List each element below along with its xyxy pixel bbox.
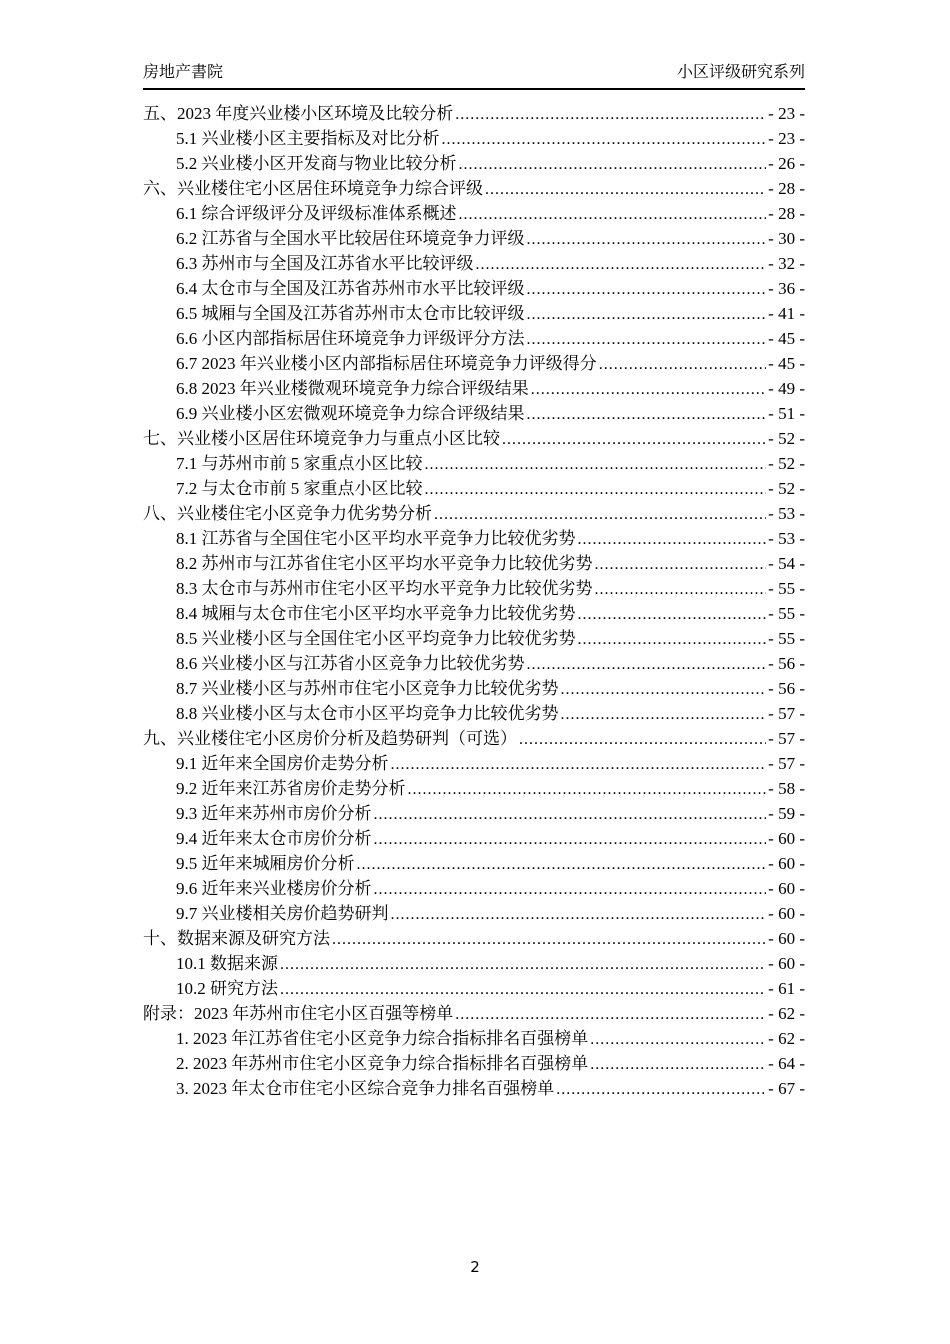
toc-entry-page-number: - 62 -: [768, 1029, 805, 1048]
toc-entry[interactable]: [143, 501, 805, 526]
toc-entry-page-number: - 55 -: [768, 629, 805, 648]
page-number-footer: [0, 1258, 950, 1276]
dot-leader: [561, 676, 767, 702]
toc-entry-label: 10.1 数据来源: [176, 954, 278, 973]
toc-entry-page-number: - 26 -: [768, 154, 805, 173]
dot-leader: [595, 551, 767, 577]
toc-entry[interactable]: [143, 976, 805, 1001]
dot-leader: [391, 751, 767, 777]
toc-entry[interactable]: [143, 826, 805, 851]
dot-leader: [556, 1076, 766, 1102]
toc-entry-page-number: - 51 -: [768, 404, 805, 423]
dot-leader: [455, 101, 766, 127]
toc-entry-label: 8.4 城厢与太仓市住宅小区平均水平竞争力比较优劣势: [176, 604, 576, 623]
dot-leader: [527, 651, 767, 677]
toc-entry-page-number: - 60 -: [768, 854, 805, 873]
toc-entry[interactable]: [143, 151, 805, 176]
toc-entry-label: 九、兴业楼住宅小区房价分析及趋势研判（可选）: [143, 729, 517, 748]
toc-entry-label: 6.9 兴业楼小区宏微观环境竞争力综合评级结果: [176, 404, 525, 423]
toc-entry-page-number: - 67 -: [768, 1079, 805, 1098]
toc-entry[interactable]: [143, 401, 805, 426]
toc-entry-page-number: - 52 -: [768, 429, 805, 448]
toc-entry[interactable]: [143, 101, 805, 126]
toc-entry[interactable]: [143, 1076, 805, 1101]
toc-entry[interactable]: [143, 876, 805, 901]
toc-entry[interactable]: [143, 576, 805, 601]
dot-leader: [357, 851, 767, 877]
toc-entry[interactable]: [143, 201, 805, 226]
toc-entry-label: 8.3 太仓市与苏州市住宅小区平均水平竞争力比较优劣势: [176, 579, 593, 598]
dot-leader: [280, 951, 766, 977]
toc-entry-label: 十、数据来源及研究方法: [143, 929, 330, 948]
toc-entry-label: 9.5 近年来城厢房价分析: [176, 854, 355, 873]
toc-entry-label: 9.6 近年来兴业楼房价分析: [176, 879, 372, 898]
toc-entry-page-number: - 60 -: [768, 954, 805, 973]
dot-leader: [527, 401, 767, 427]
dot-leader: [425, 451, 767, 477]
toc-entry-label: 5.1 兴业楼小区主要指标及对比分析: [176, 129, 440, 148]
dot-leader: [374, 826, 767, 852]
toc-entry-label: 附录：2023 年苏州市住宅小区百强等榜单: [143, 1004, 454, 1023]
dot-leader: [434, 501, 766, 527]
toc-entry-page-number: - 53 -: [768, 529, 805, 548]
toc-entry[interactable]: [143, 451, 805, 476]
toc-entry[interactable]: [143, 526, 805, 551]
toc-entry-page-number: - 58 -: [768, 779, 805, 798]
toc-entry[interactable]: [143, 926, 805, 951]
dot-leader: [590, 1051, 766, 1077]
header-left-text: 房地产書院: [143, 64, 224, 81]
dot-leader: [527, 326, 767, 352]
toc-entry-label: 7.2 与太仓市前 5 家重点小区比较: [176, 479, 423, 498]
toc-entry-label: 八、兴业楼住宅小区竞争力优劣势分析: [143, 504, 432, 523]
dot-leader: [527, 276, 767, 302]
toc-entry-page-number: - 60 -: [768, 904, 805, 923]
toc-entry-label: 8.1 江苏省与全国住宅小区平均水平竞争力比较优劣势: [176, 529, 576, 548]
footer-page-number: 2: [470, 1258, 480, 1276]
toc-entry-page-number: - 61 -: [768, 979, 805, 998]
dot-leader: [374, 801, 767, 827]
toc-entry-label: 8.7 兴业楼小区与苏州市住宅小区竞争力比较优劣势: [176, 679, 559, 698]
toc-entry-page-number: - 53 -: [768, 504, 805, 523]
toc-entry-page-number: - 55 -: [768, 579, 805, 598]
toc-entry-page-number: - 59 -: [768, 804, 805, 823]
toc-entry[interactable]: [143, 851, 805, 876]
toc-entry[interactable]: [143, 951, 805, 976]
dot-leader: [459, 151, 767, 177]
toc-entry-label: 10.2 研究方法: [176, 979, 278, 998]
toc-entry[interactable]: [143, 726, 805, 751]
toc-entry-page-number: - 62 -: [768, 1004, 805, 1023]
dot-leader: [599, 351, 766, 377]
dot-leader: [561, 701, 767, 727]
toc-entry-page-number: - 49 -: [768, 379, 805, 398]
dot-leader: [590, 1026, 766, 1052]
toc-entry-page-number: - 60 -: [768, 929, 805, 948]
dot-leader: [595, 576, 767, 602]
dot-leader: [527, 301, 767, 327]
toc-entry[interactable]: [143, 751, 805, 776]
dot-leader: [442, 126, 767, 152]
toc-entry-page-number: - 28 -: [768, 179, 805, 198]
toc-entry-page-number: - 30 -: [768, 229, 805, 248]
toc-entry-page-number: - 52 -: [768, 454, 805, 473]
dot-leader: [578, 626, 767, 652]
toc-entry[interactable]: [143, 651, 805, 676]
toc-entry[interactable]: [143, 676, 805, 701]
toc-entry[interactable]: [143, 301, 805, 326]
toc-entry[interactable]: [143, 1051, 805, 1076]
toc-entry[interactable]: [143, 126, 805, 151]
dot-leader: [531, 376, 766, 402]
toc-entry[interactable]: [143, 351, 805, 376]
toc-entry-page-number: - 57 -: [768, 754, 805, 773]
dot-leader: [485, 176, 766, 202]
toc-entry-label: 8.5 兴业楼小区与全国住宅小区平均竞争力比较优劣势: [176, 629, 576, 648]
toc-entry-page-number: - 57 -: [768, 704, 805, 723]
toc-entry[interactable]: [143, 376, 805, 401]
toc-entry-label: 6.4 太仓市与全国及江苏省苏州市水平比较评级: [176, 279, 525, 298]
toc-entry[interactable]: [143, 251, 805, 276]
toc-entry-page-number: - 32 -: [768, 254, 805, 273]
header-right-text: 小区评级研究系列: [676, 64, 805, 81]
toc-entry[interactable]: [143, 551, 805, 576]
toc-entry[interactable]: [143, 801, 805, 826]
toc-entry[interactable]: [143, 1001, 805, 1026]
toc-entry-label: 9.2 近年来江苏省房价走势分析: [176, 779, 406, 798]
dot-leader: [519, 726, 766, 752]
toc-entry-label: 9.7 兴业楼相关房价趋势研判: [176, 904, 389, 923]
toc-entry-page-number: - 52 -: [768, 479, 805, 498]
toc-entry-label: 5.2 兴业楼小区开发商与物业比较分析: [176, 154, 457, 173]
toc-entry-label: 8.2 苏州市与江苏省住宅小区平均水平竞争力比较优劣势: [176, 554, 593, 573]
toc-entry[interactable]: [143, 326, 805, 351]
dot-leader: [527, 226, 767, 252]
toc-entry-label: 8.8 兴业楼小区与太仓市小区平均竞争力比较优劣势: [176, 704, 559, 723]
table-of-contents: [143, 101, 805, 1101]
toc-entry-page-number: - 45 -: [768, 354, 805, 373]
toc-entry-page-number: - 60 -: [768, 879, 805, 898]
toc-entry[interactable]: [143, 426, 805, 451]
toc-entry-label: 9.3 近年来苏州市房价分析: [176, 804, 372, 823]
toc-entry[interactable]: [143, 176, 805, 201]
toc-entry[interactable]: [143, 626, 805, 651]
page-header: [143, 59, 805, 90]
toc-entry-label: 六、兴业楼住宅小区居住环境竞争力综合评级: [143, 179, 483, 198]
dot-leader: [425, 476, 767, 502]
toc-entry-page-number: - 54 -: [768, 554, 805, 573]
toc-entry[interactable]: [143, 776, 805, 801]
toc-entry[interactable]: [143, 226, 805, 251]
dot-leader: [502, 426, 766, 452]
dot-leader: [476, 251, 767, 277]
toc-entry[interactable]: [143, 1026, 805, 1051]
toc-entry-page-number: - 56 -: [768, 654, 805, 673]
toc-entry[interactable]: [143, 901, 805, 926]
toc-entry-page-number: - 56 -: [768, 679, 805, 698]
toc-entry-page-number: - 57 -: [768, 729, 805, 748]
toc-entry-label: 3. 2023 年太仓市住宅小区综合竞争力排名百强榜单: [176, 1079, 555, 1098]
toc-entry[interactable]: [143, 601, 805, 626]
toc-entry-label: 6.6 小区内部指标居住环境竞争力评级评分方法: [176, 329, 525, 348]
toc-entry-label: 6.8 2023 年兴业楼微观环境竞争力综合评级结果: [176, 379, 529, 398]
dot-leader: [578, 526, 767, 552]
toc-entry-page-number: - 28 -: [768, 204, 805, 223]
dot-leader: [391, 901, 767, 927]
toc-entry-page-number: - 45 -: [768, 329, 805, 348]
toc-entry-label: 9.1 近年来全国房价走势分析: [176, 754, 389, 773]
toc-entry[interactable]: [143, 701, 805, 726]
toc-entry-label: 8.6 兴业楼小区与江苏省小区竞争力比较优劣势: [176, 654, 525, 673]
toc-entry-label: 6.5 城厢与全国及江苏省苏州市太仓市比较评级: [176, 304, 525, 323]
toc-entry-label: 五、2023 年度兴业楼小区环境及比较分析: [143, 104, 454, 123]
toc-entry-page-number: - 55 -: [768, 604, 805, 623]
toc-entry[interactable]: [143, 276, 805, 301]
dot-leader: [459, 201, 767, 227]
toc-entry-label: 1. 2023 年江苏省住宅小区竞争力综合指标排名百强榜单: [176, 1029, 589, 1048]
dot-leader: [408, 776, 767, 802]
toc-entry-label: 7.1 与苏州市前 5 家重点小区比较: [176, 454, 423, 473]
toc-entry-page-number: - 60 -: [768, 829, 805, 848]
dot-leader: [332, 926, 766, 952]
toc-entry-label: 9.4 近年来太仓市房价分析: [176, 829, 372, 848]
dot-leader: [578, 601, 767, 627]
toc-entry[interactable]: [143, 476, 805, 501]
dot-leader: [280, 976, 766, 1002]
toc-entry-page-number: - 23 -: [768, 104, 805, 123]
toc-entry-label: 6.2 江苏省与全国水平比较居住环境竞争力评级: [176, 229, 525, 248]
toc-entry-label: 七、兴业楼小区居住环境竞争力与重点小区比较: [143, 429, 500, 448]
toc-entry-page-number: - 36 -: [768, 279, 805, 298]
toc-entry-label: 2. 2023 年苏州市住宅小区竞争力综合指标排名百强榜单: [176, 1054, 589, 1073]
toc-entry-label: 6.1 综合评级评分及评级标准体系概述: [176, 204, 457, 223]
toc-entry-page-number: - 64 -: [768, 1054, 805, 1073]
toc-entry-page-number: - 23 -: [768, 129, 805, 148]
toc-entry-label: 6.3 苏州市与全国及江苏省水平比较评级: [176, 254, 474, 273]
toc-entry-page-number: - 41 -: [768, 304, 805, 323]
toc-entry-label: 6.7 2023 年兴业楼小区内部指标居住环境竞争力评级得分: [176, 354, 597, 373]
dot-leader: [455, 1001, 766, 1027]
dot-leader: [374, 876, 767, 902]
